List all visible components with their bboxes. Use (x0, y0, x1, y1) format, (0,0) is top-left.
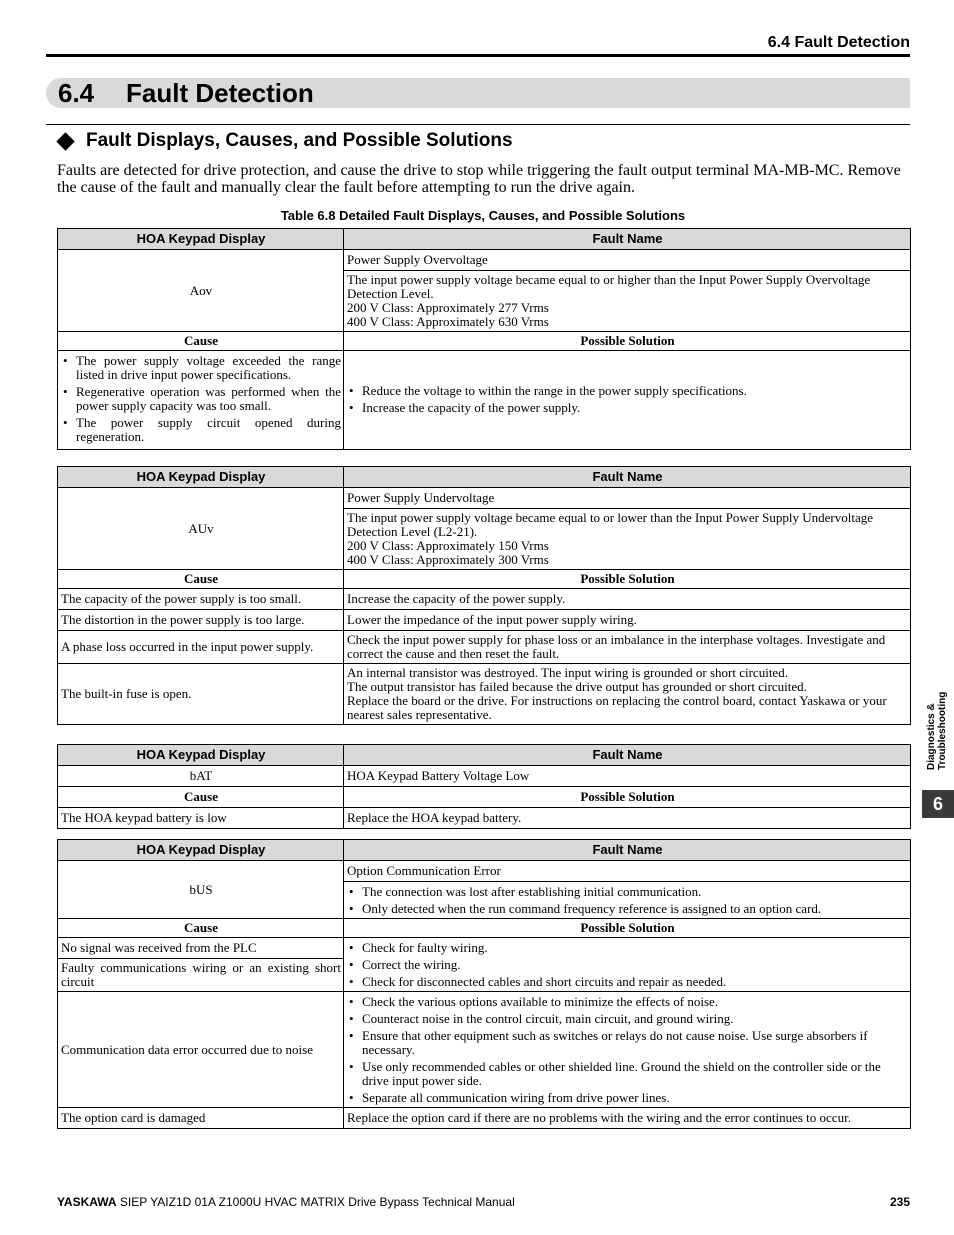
cause-item: • The power supply circuit opened during regeneration. (61, 416, 341, 444)
solution-cell: Replace the HOA keypad battery. (344, 808, 911, 829)
cause-cell: The distortion in the power supply is too large. (58, 610, 344, 631)
header-fault-name: Fault Name (344, 745, 911, 766)
fault-table-auv (57, 466, 911, 725)
solution-line: An internal transistor was destroyed. The input wiring is grounded or short circuited. (347, 665, 788, 680)
header-rule (46, 54, 910, 57)
fault-table-bus (57, 839, 911, 1129)
fault-description (344, 271, 911, 332)
footer-document-title (57, 1195, 515, 1209)
solution-cell: Replace the option card if there are no problems with the wiring and the error continues to occur. (344, 1108, 911, 1129)
solution-item: • Check for faulty wiring. (347, 941, 908, 955)
header-cause: Cause (58, 570, 344, 589)
cause-item: • Regenerative operation was performed when the power supply capacity was too small. (61, 385, 341, 413)
fault-name: Option Communication Error (344, 861, 911, 882)
header-possible-solution: Possible Solution (344, 332, 911, 351)
header-fault-name: Fault Name (344, 229, 911, 250)
solution-cell: Increase the capacity of the power supply. (344, 589, 911, 610)
solution-cell (344, 938, 911, 992)
description-item: • The connection was lost after establishing initial communication. (347, 885, 908, 899)
solution-cell (344, 664, 911, 725)
solution-item: • Ensure that other equipment such as switches or relays do not cause noise. Use surge absorbers if necessary. (347, 1029, 908, 1057)
header-cause: Cause (58, 787, 344, 808)
cause-cell: No signal was received from the PLC (58, 938, 344, 959)
header-possible-solution: Possible Solution (344, 787, 911, 808)
fault-description (344, 509, 911, 570)
header-hoa-keypad-display: HOA Keypad Display (58, 229, 344, 250)
fault-code: AUv (58, 488, 344, 570)
section-number: 6.4 (58, 78, 95, 108)
chapter-side-tab (920, 684, 954, 776)
cause-cell: Faulty communications wiring or an existing short circuit (58, 959, 344, 992)
section-rule (46, 124, 910, 125)
fault-name: Power Supply Overvoltage (344, 250, 911, 271)
solution-item: • Separate all communication wiring from drive power lines. (347, 1091, 908, 1105)
fault-name: Power Supply Undervoltage (344, 488, 911, 509)
header-cause: Cause (58, 332, 344, 351)
cause-cell: Communication data error occurred due to noise (58, 992, 344, 1108)
cause-cell: A phase loss occurred in the input power supply. (58, 631, 344, 664)
chapter-side-tab-label: Diagnostics & Troubleshooting (926, 691, 948, 770)
subsection-heading (57, 130, 513, 152)
solution-item: • Check the various options available to minimize the effects of noise. (347, 995, 908, 1009)
header-possible-solution: Possible Solution (344, 919, 911, 938)
header-fault-name: Fault Name (344, 467, 911, 488)
table-caption: Table 6.8 Detailed Fault Displays, Causes, and Possible Solutions (280, 208, 686, 223)
description-line: 400 V Class: Approximately 300 Vrms (347, 552, 549, 567)
section-title-text: Fault Detection (126, 78, 314, 108)
header-hoa-keypad-display: HOA Keypad Display (58, 745, 344, 766)
solution-item: • Correct the wiring. (347, 958, 908, 972)
header-fault-name: Fault Name (344, 840, 911, 861)
cause-cell: The option card is damaged (58, 1108, 344, 1129)
description-line: 400 V Class: Approximately 630 Vrms (347, 314, 549, 329)
solution-line: The output transistor has failed because the drive output has grounded or short circuited. (347, 679, 807, 694)
solution-item: • Reduce the voltage to within the range in the power supply specifications. (347, 384, 908, 398)
description-line: 200 V Class: Approximately 277 Vrms (347, 300, 549, 315)
footer-doc-title: SIEP YAIZ1D 01A Z1000U HVAC MATRIX Drive Bypass Technical Manual (116, 1195, 515, 1209)
description-line: The input power supply voltage became equal to or higher than the Input Power Supply Overvoltage Detection Level. (347, 272, 871, 301)
solution-item: • Use only recommended cables or other shielded line. Ground the shield on the controller side or the drive input power side. (347, 1060, 908, 1088)
solution-cell (344, 992, 911, 1108)
fault-table-bat (57, 744, 911, 829)
page-number: 235 (889, 1195, 910, 1209)
intro-paragraph: Faults are detected for drive protection, and cause the drive to stop while triggering the fault output terminal MA-MB-MC. Remove the cause of the fault and manually clear the fault before attempting to run the drive again. (57, 162, 901, 196)
fault-table-aov (57, 228, 911, 450)
footer-brand: YASKAWA (57, 1195, 117, 1209)
header-possible-solution: Possible Solution (344, 570, 911, 589)
solution-cell (344, 351, 911, 450)
description-line: The input power supply voltage became equal to or lower than the Input Power Supply Undervoltage Detection Level (L2-21). (347, 510, 874, 539)
solution-cell: Check the input power supply for phase loss or an imbalance in the interphase voltages. Investigate and correct the cause and then reset the fault. (344, 631, 911, 664)
fault-code: bAT (58, 766, 344, 787)
solution-cell: Lower the impedance of the input power supply wiring. (344, 610, 911, 631)
chapter-number-tab: 6 (922, 790, 954, 818)
solution-item: • Increase the capacity of the power supply. (347, 401, 908, 415)
fault-name: HOA Keypad Battery Voltage Low (344, 766, 911, 787)
fault-code: Aov (58, 250, 344, 332)
cause-cell: The HOA keypad battery is low (58, 808, 344, 829)
fault-description (344, 882, 911, 919)
running-header: 6.4 Fault Detection (767, 34, 910, 51)
solution-item: • Check for disconnected cables and short circuits and repair as needed. (347, 975, 908, 989)
header-hoa-keypad-display: HOA Keypad Display (58, 467, 344, 488)
cause-cell (58, 351, 344, 450)
header-cause: Cause (58, 919, 344, 938)
cause-cell: The built-in fuse is open. (58, 664, 344, 725)
description-line: 200 V Class: Approximately 150 Vrms (347, 538, 549, 553)
description-item: • Only detected when the run command frequency reference is assigned to an option card. (347, 902, 908, 916)
cause-cell: The capacity of the power supply is too small. (58, 589, 344, 610)
section-title (58, 78, 314, 108)
diamond-bullet-icon (56, 132, 74, 150)
fault-code: bUS (58, 861, 344, 919)
header-hoa-keypad-display: HOA Keypad Display (58, 840, 344, 861)
solution-item: • Counteract noise in the control circuit, main circuit, and ground wiring. (347, 1012, 908, 1026)
solution-line: Replace the board or the drive. For instructions on replacing the control board, contact Yaskawa or your nearest sales representative. (347, 693, 887, 722)
subsection-title: Fault Displays, Causes, and Possible Solutions (86, 130, 513, 151)
cause-item: • The power supply voltage exceeded the range listed in drive input power specifications. (61, 354, 341, 382)
